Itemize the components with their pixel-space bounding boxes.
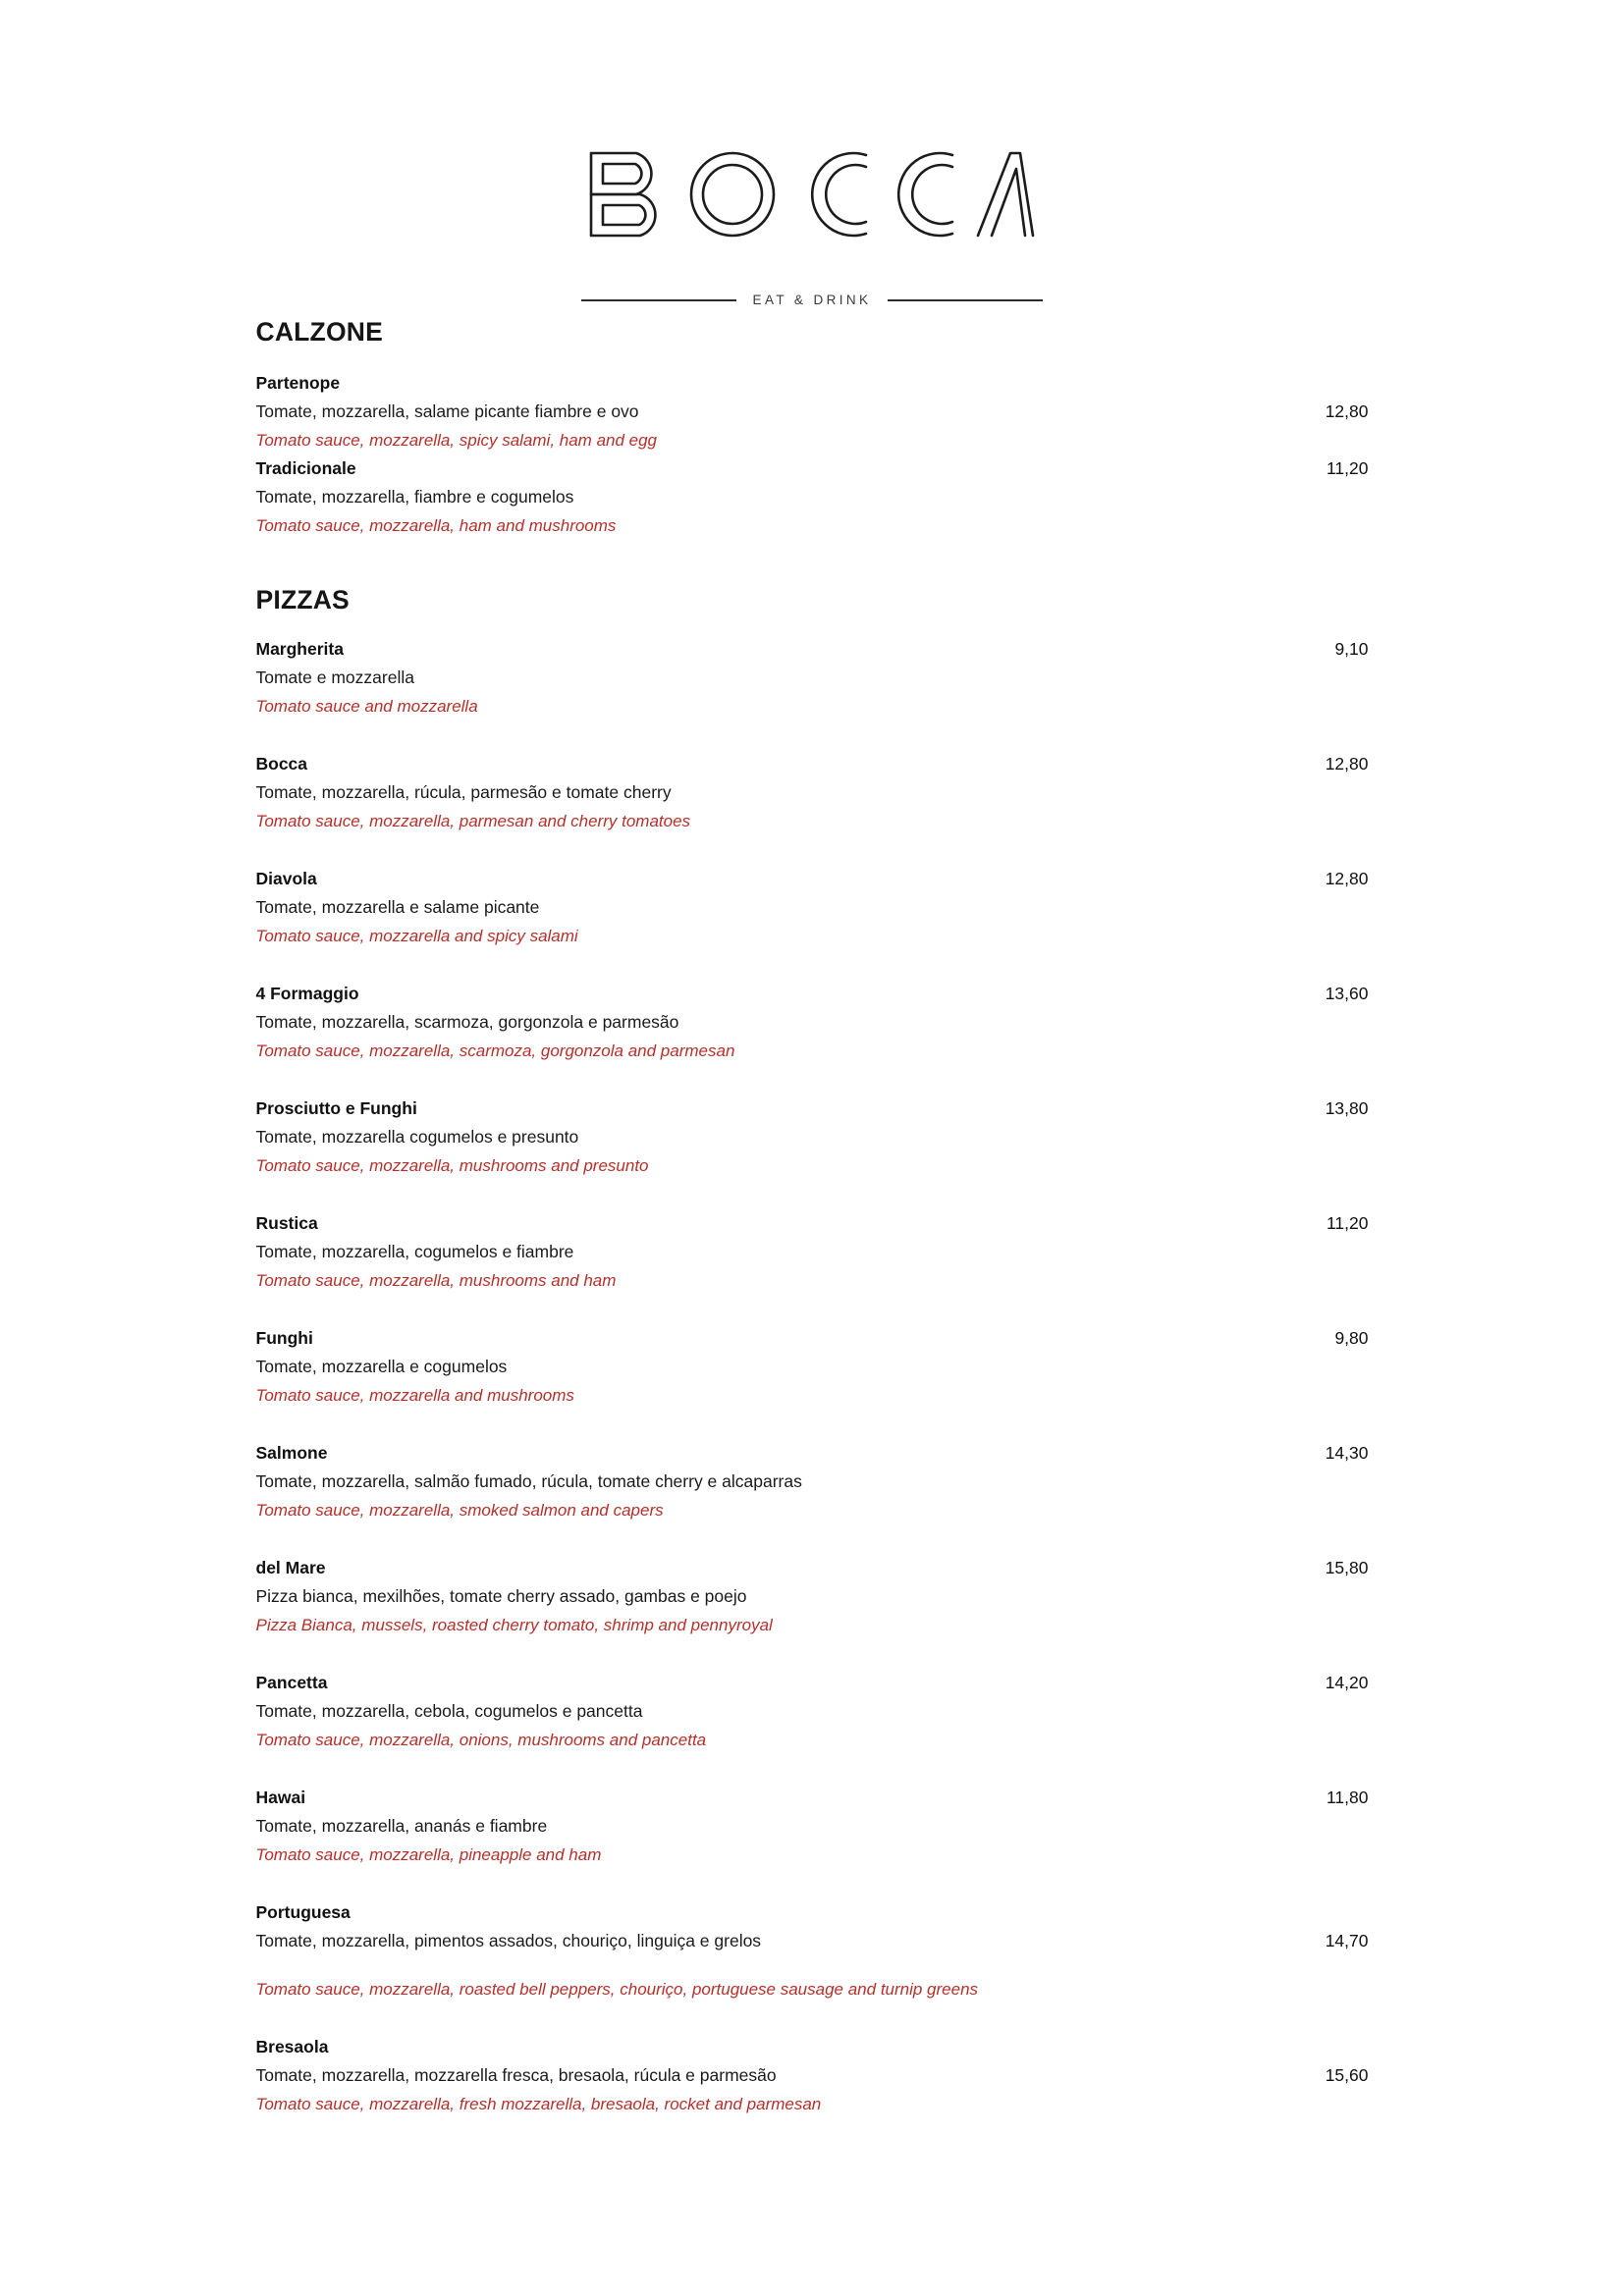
menu-item (256, 1324, 1369, 1410)
menu-item-desc-row (256, 1008, 1369, 1037)
menu-item-desc-en-row (256, 1496, 1369, 1524)
menu-item-description-pt: Tomate, mozzarella, cebola, cogumelos e pancetta (255, 1701, 643, 1721)
section-calzone (256, 307, 1369, 540)
menu-item-desc-row (256, 893, 1369, 922)
menu-item-description-pt: Pizza bianca, mexilhões, tomate cherry assado, gambas e poejo (255, 1586, 747, 1606)
menu-item (256, 635, 1369, 721)
menu-item-description-pt: Tomate, mozzarella, mozzarella fresca, bresaola, rúcula e parmesão (255, 2065, 777, 2085)
menu-item-name-row (256, 865, 1369, 893)
menu-item-price: 15,80 (1325, 1558, 1369, 1577)
menu-item (256, 369, 1369, 454)
menu-item-name-row (256, 635, 1369, 664)
menu-item-desc-en-row (256, 692, 1369, 721)
menu-content (256, 307, 1369, 2118)
menu-item-description-pt: Tomate, mozzarella, scarmoza, gorgonzola e parmesão (255, 1012, 679, 1032)
menu-item-price: 11,20 (1326, 458, 1369, 478)
menu-item-desc-row (256, 398, 1369, 426)
menu-item-desc-row (256, 1123, 1369, 1151)
menu-item-desc-row (256, 1468, 1369, 1496)
menu-item-desc-row (256, 664, 1369, 692)
menu-item-description-pt: Tomate, mozzarella, fiambre e cogumelos (255, 487, 574, 507)
menu-item (256, 1898, 1369, 2003)
menu-item-description-pt: Tomate e mozzarella (255, 667, 414, 687)
menu-item-description-pt: Tomate, mozzarella, cogumelos e fiambre (255, 1242, 574, 1261)
menu-item-name-row (256, 1898, 1369, 1927)
menu-item-name: Bresaola (255, 2037, 329, 2056)
menu-item-description-pt: Tomate, mozzarella, salmão fumado, rúcula, tomate cherry e alcaparras (255, 1471, 802, 1491)
menu-item-name-row (256, 2033, 1369, 2061)
menu-item-desc-en-row (256, 1151, 1369, 1180)
menu-item-desc-row (256, 2061, 1369, 2090)
menu-item-desc-en-row (256, 426, 1369, 454)
menu-item-description-en: Tomato sauce, mozzarella, smoked salmon and capers (255, 1501, 664, 1520)
menu-item-description-en: Tomato sauce and mozzarella (255, 697, 478, 716)
menu-item-name: Portuguesa (255, 1902, 351, 1922)
menu-item-description-pt: Tomate, mozzarella e cogumelos (255, 1357, 508, 1376)
section-title-calzone: CALZONE (255, 317, 383, 347)
tagline-rule-left (581, 299, 736, 301)
menu-item-name-row (256, 1095, 1369, 1123)
menu-item-name: Tradicionale (255, 458, 356, 478)
menu-item-desc-en-row (256, 1611, 1369, 1639)
menu-item-price: 12,80 (1325, 401, 1369, 421)
menu-item-description-pt: Tomate, mozzarella, rúcula, parmesão e tomate cherry (255, 782, 672, 802)
menu-item-description-en: Tomato sauce, mozzarella and spicy salami (255, 927, 578, 945)
menu-item (256, 2033, 1369, 2118)
menu-item-name: Funghi (255, 1328, 313, 1348)
menu-item (256, 1209, 1369, 1295)
menu-item-name-row (256, 369, 1369, 398)
menu-item-desc-en-row (256, 807, 1369, 835)
menu-item (256, 865, 1369, 950)
menu-item-desc-en-row (256, 2090, 1369, 2118)
menu-item-price: 14,20 (1325, 1673, 1369, 1692)
menu-item-price: 11,20 (1326, 1213, 1369, 1233)
menu-item-name: Rustica (255, 1213, 318, 1233)
menu-item (256, 1095, 1369, 1180)
menu-item-name: Diavola (255, 869, 317, 888)
menu-item-desc-en-row (256, 511, 1369, 540)
menu-item (256, 1439, 1369, 1524)
menu-item-price: 13,80 (1325, 1098, 1369, 1118)
item-list-pizzas (256, 635, 1369, 2118)
menu-item-name-row (256, 980, 1369, 1008)
menu-item-desc-row (256, 1582, 1369, 1611)
menu-item-name: del Mare (255, 1558, 326, 1577)
menu-item (256, 1669, 1369, 1754)
menu-item-name: Margherita (255, 639, 344, 659)
menu-item-description-en: Tomato sauce, mozzarella, mushrooms and presunto (255, 1156, 649, 1175)
menu-item-description-en: Tomato sauce, mozzarella, fresh mozzarella, bresaola, rocket and parmesan (255, 2095, 822, 2113)
menu-item-price: 13,60 (1325, 984, 1369, 1003)
menu-item-price: 12,80 (1325, 754, 1369, 774)
menu-item-desc-en-row (256, 1037, 1369, 1065)
menu-item-name: Bocca (255, 754, 308, 774)
menu-item-name: Pancetta (255, 1673, 328, 1692)
tagline-row (581, 293, 1043, 307)
menu-item-name-row (256, 750, 1369, 778)
menu-item-price: 11,80 (1326, 1788, 1369, 1807)
bocca-logo (581, 147, 1043, 241)
menu-item-desc-row (256, 1238, 1369, 1266)
menu-item-desc-en-row (256, 1726, 1369, 1754)
menu-item (256, 750, 1369, 835)
menu-item-price: 14,30 (1325, 1443, 1369, 1463)
menu-item-name-row (256, 1439, 1369, 1468)
menu-item-description-pt: Tomate, mozzarella, ananás e fiambre (255, 1816, 548, 1836)
menu-item-name-row (256, 1669, 1369, 1697)
menu-item-name: 4 Formaggio (255, 984, 359, 1003)
menu-item-desc-en-row (256, 1266, 1369, 1295)
menu-item-desc-row (256, 483, 1369, 511)
menu-item-name: Hawai (255, 1788, 306, 1807)
menu-item-name-row (256, 1209, 1369, 1238)
menu-item-description-en: Tomato sauce, mozzarella, onions, mushrooms and pancetta (255, 1731, 707, 1749)
menu-item-description-en: Tomato sauce, mozzarella and mushrooms (255, 1386, 574, 1405)
menu-item (256, 980, 1369, 1065)
menu-item-description-pt: Tomate, mozzarella cogumelos e presunto (255, 1127, 579, 1147)
tagline-rule-right (888, 299, 1043, 301)
menu-item-price: 9,80 (1334, 1328, 1369, 1348)
menu-item-name: Partenope (255, 373, 341, 393)
menu-item (256, 454, 1369, 540)
menu-item-desc-row (256, 1812, 1369, 1841)
menu-item-desc-row (256, 1927, 1369, 1955)
menu-item-price: 9,10 (1334, 639, 1369, 659)
section-pizzas (256, 585, 1369, 2118)
menu-item-description-en: Pizza Bianca, mussels, roasted cherry tomato, shrimp and pennyroyal (255, 1616, 773, 1634)
menu-item (256, 1554, 1369, 1639)
menu-item (256, 1784, 1369, 1869)
menu-item-name: Prosciutto e Funghi (255, 1098, 417, 1118)
menu-item-name-row (256, 1784, 1369, 1812)
menu-item-name-row (256, 1554, 1369, 1582)
menu-item-name-row (256, 1324, 1369, 1353)
menu-item-description-en: Tomato sauce, mozzarella, spicy salami, ham and egg (255, 431, 658, 450)
menu-item-desc-row (256, 1353, 1369, 1381)
menu-item-description-en: Tomato sauce, mozzarella, ham and mushrooms (255, 516, 617, 535)
menu-item-desc-en-row (256, 1381, 1369, 1410)
menu-item-desc-en-row (256, 922, 1369, 950)
menu-item-desc-row (256, 778, 1369, 807)
menu-item-price: 15,60 (1325, 2065, 1369, 2085)
section-title-pizzas: PIZZAS (255, 585, 350, 614)
menu-item-price: 12,80 (1325, 869, 1369, 888)
menu-item-description-en: Tomato sauce, mozzarella, roasted bell peppers, chouriço, portuguese sausage and turnip greens (255, 1980, 979, 1999)
menu-item-description-en: Tomato sauce, mozzarella, parmesan and cherry tomatoes (255, 812, 691, 830)
menu-item-price: 14,70 (1325, 1931, 1369, 1950)
menu-item-description-en: Tomato sauce, mozzarella, pineapple and ham (255, 1845, 602, 1864)
menu-item-name-row (256, 454, 1369, 483)
menu-item-desc-row (256, 1697, 1369, 1726)
tagline-text: EAT & DRINK (752, 293, 872, 307)
menu-item-description-pt: Tomate, mozzarella, pimentos assados, chouriço, linguiça e grelos (255, 1931, 762, 1950)
menu-item-name: Salmone (255, 1443, 328, 1463)
menu-item-description-en: Tomato sauce, mozzarella, scarmoza, gorgonzola and parmesan (255, 1041, 735, 1060)
menu-item-description-pt: Tomate, mozzarella e salame picante (255, 897, 540, 917)
menu-item-desc-en-row (256, 1975, 1369, 2003)
menu-header (0, 0, 1624, 307)
menu-item-description-pt: Tomate, mozzarella, salame picante fiambre e ovo (255, 401, 639, 421)
menu-item-desc-en-row (256, 1841, 1369, 1869)
menu-item-description-en: Tomato sauce, mozzarella, mushrooms and ham (255, 1271, 617, 1290)
item-list-calzone (256, 369, 1369, 540)
